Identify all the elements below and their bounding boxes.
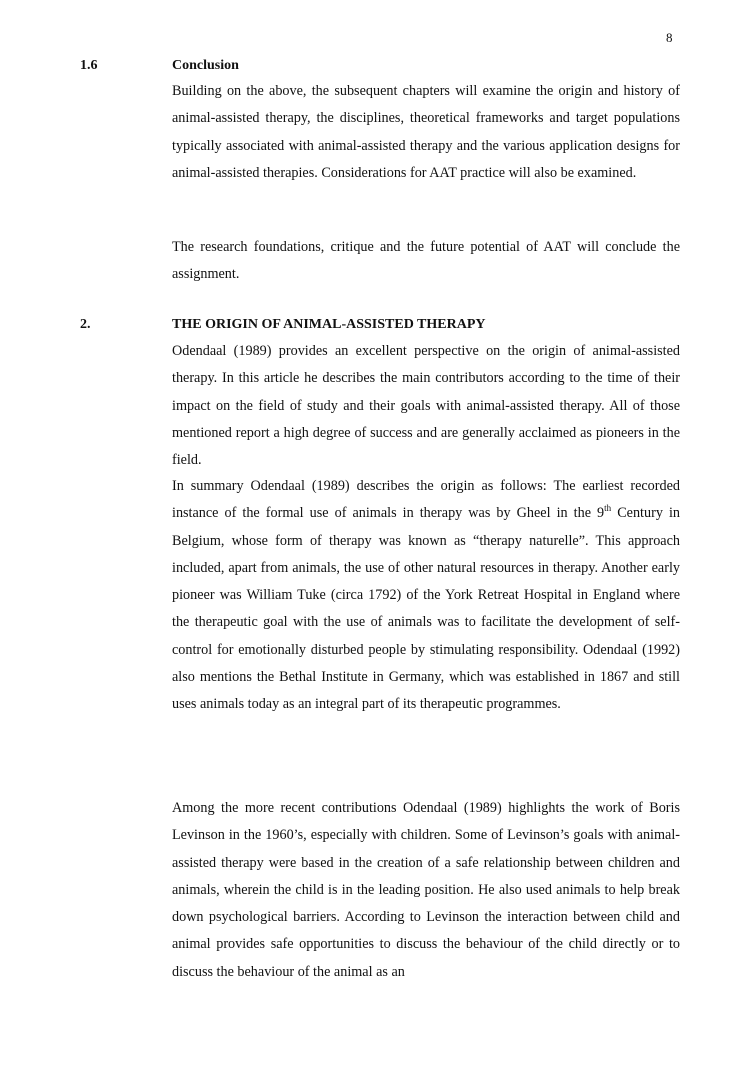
section-number-1-6: 1.6 (80, 58, 98, 73)
origin-paragraph-2-part-1: In summary Odendaal (1989) describes the origin as follows: The earliest recorded instance of the formal use of animals in therapy was by Gheel in the 9 (172, 478, 680, 522)
origin-paragraph-1: Odendaal (1989) provides an excellent perspective on the origin of animal-assisted therapy. In this article he describes the main contributors according to the time of their impact on the field of study and their goals with animal-assisted therapy. All of those mentioned report a high degree of success and are generally acclaimed as pioneers in the field. (172, 343, 680, 469)
ordinal-superscript: th (604, 503, 612, 514)
origin-paragraph-2 (172, 473, 680, 719)
section-heading-origin: THE ORIGIN OF ANIMAL-ASSISTED THERAPY (172, 317, 486, 332)
section-heading-conclusion: Conclusion (172, 58, 239, 73)
conclusion-paragraph-2: The research foundations, critique and the future potential of AAT will conclude the assignment. (172, 239, 680, 283)
conclusion-paragraph-1: Building on the above, the subsequent chapters will examine the origin and history of animal-assisted therapy, the disciplines, theoretical frameworks and target populations typically associated with animal-assisted therapy and the various application designs for animal-assisted therapies. Considerations for AAT practice will also be examined. (172, 83, 680, 181)
origin-paragraph-2-part-2: Century in Belgium, whose form of therapy was known as “therapy naturelle”. This approach included, apart from animals, the use of other natural resources in therapy. Another early pioneer was William Tuke (circa 1792) of the York Retreat Hospital in England where the therapeutic goal with the use of animals was to facilitate the development of self-control for emotionally disturbed people by stimulating responsibility. Odendaal (1992) also mentions the Bethal Institute in Germany, which was established in 1867 and still uses animals today as an integral part of its therapeutic programmes. (172, 505, 680, 713)
section-number-2: 2. (80, 317, 91, 332)
page-number: 8 (666, 30, 673, 45)
origin-paragraph-3: Among the more recent contributions Odendaal (1989) highlights the work of Boris Levinson in the 1960’s, especially with children. Some of Levinson’s goals with animal-assisted therapy were based in the creation of a safe relationship between children and animals, wherein the child is in the leading position. He also used animals to help break down psychological barriers. According to Levinson the interaction between child and animal provides safe opportunities to discuss the behaviour of the child directly or to discuss the behaviour of the animal as an (172, 800, 680, 980)
